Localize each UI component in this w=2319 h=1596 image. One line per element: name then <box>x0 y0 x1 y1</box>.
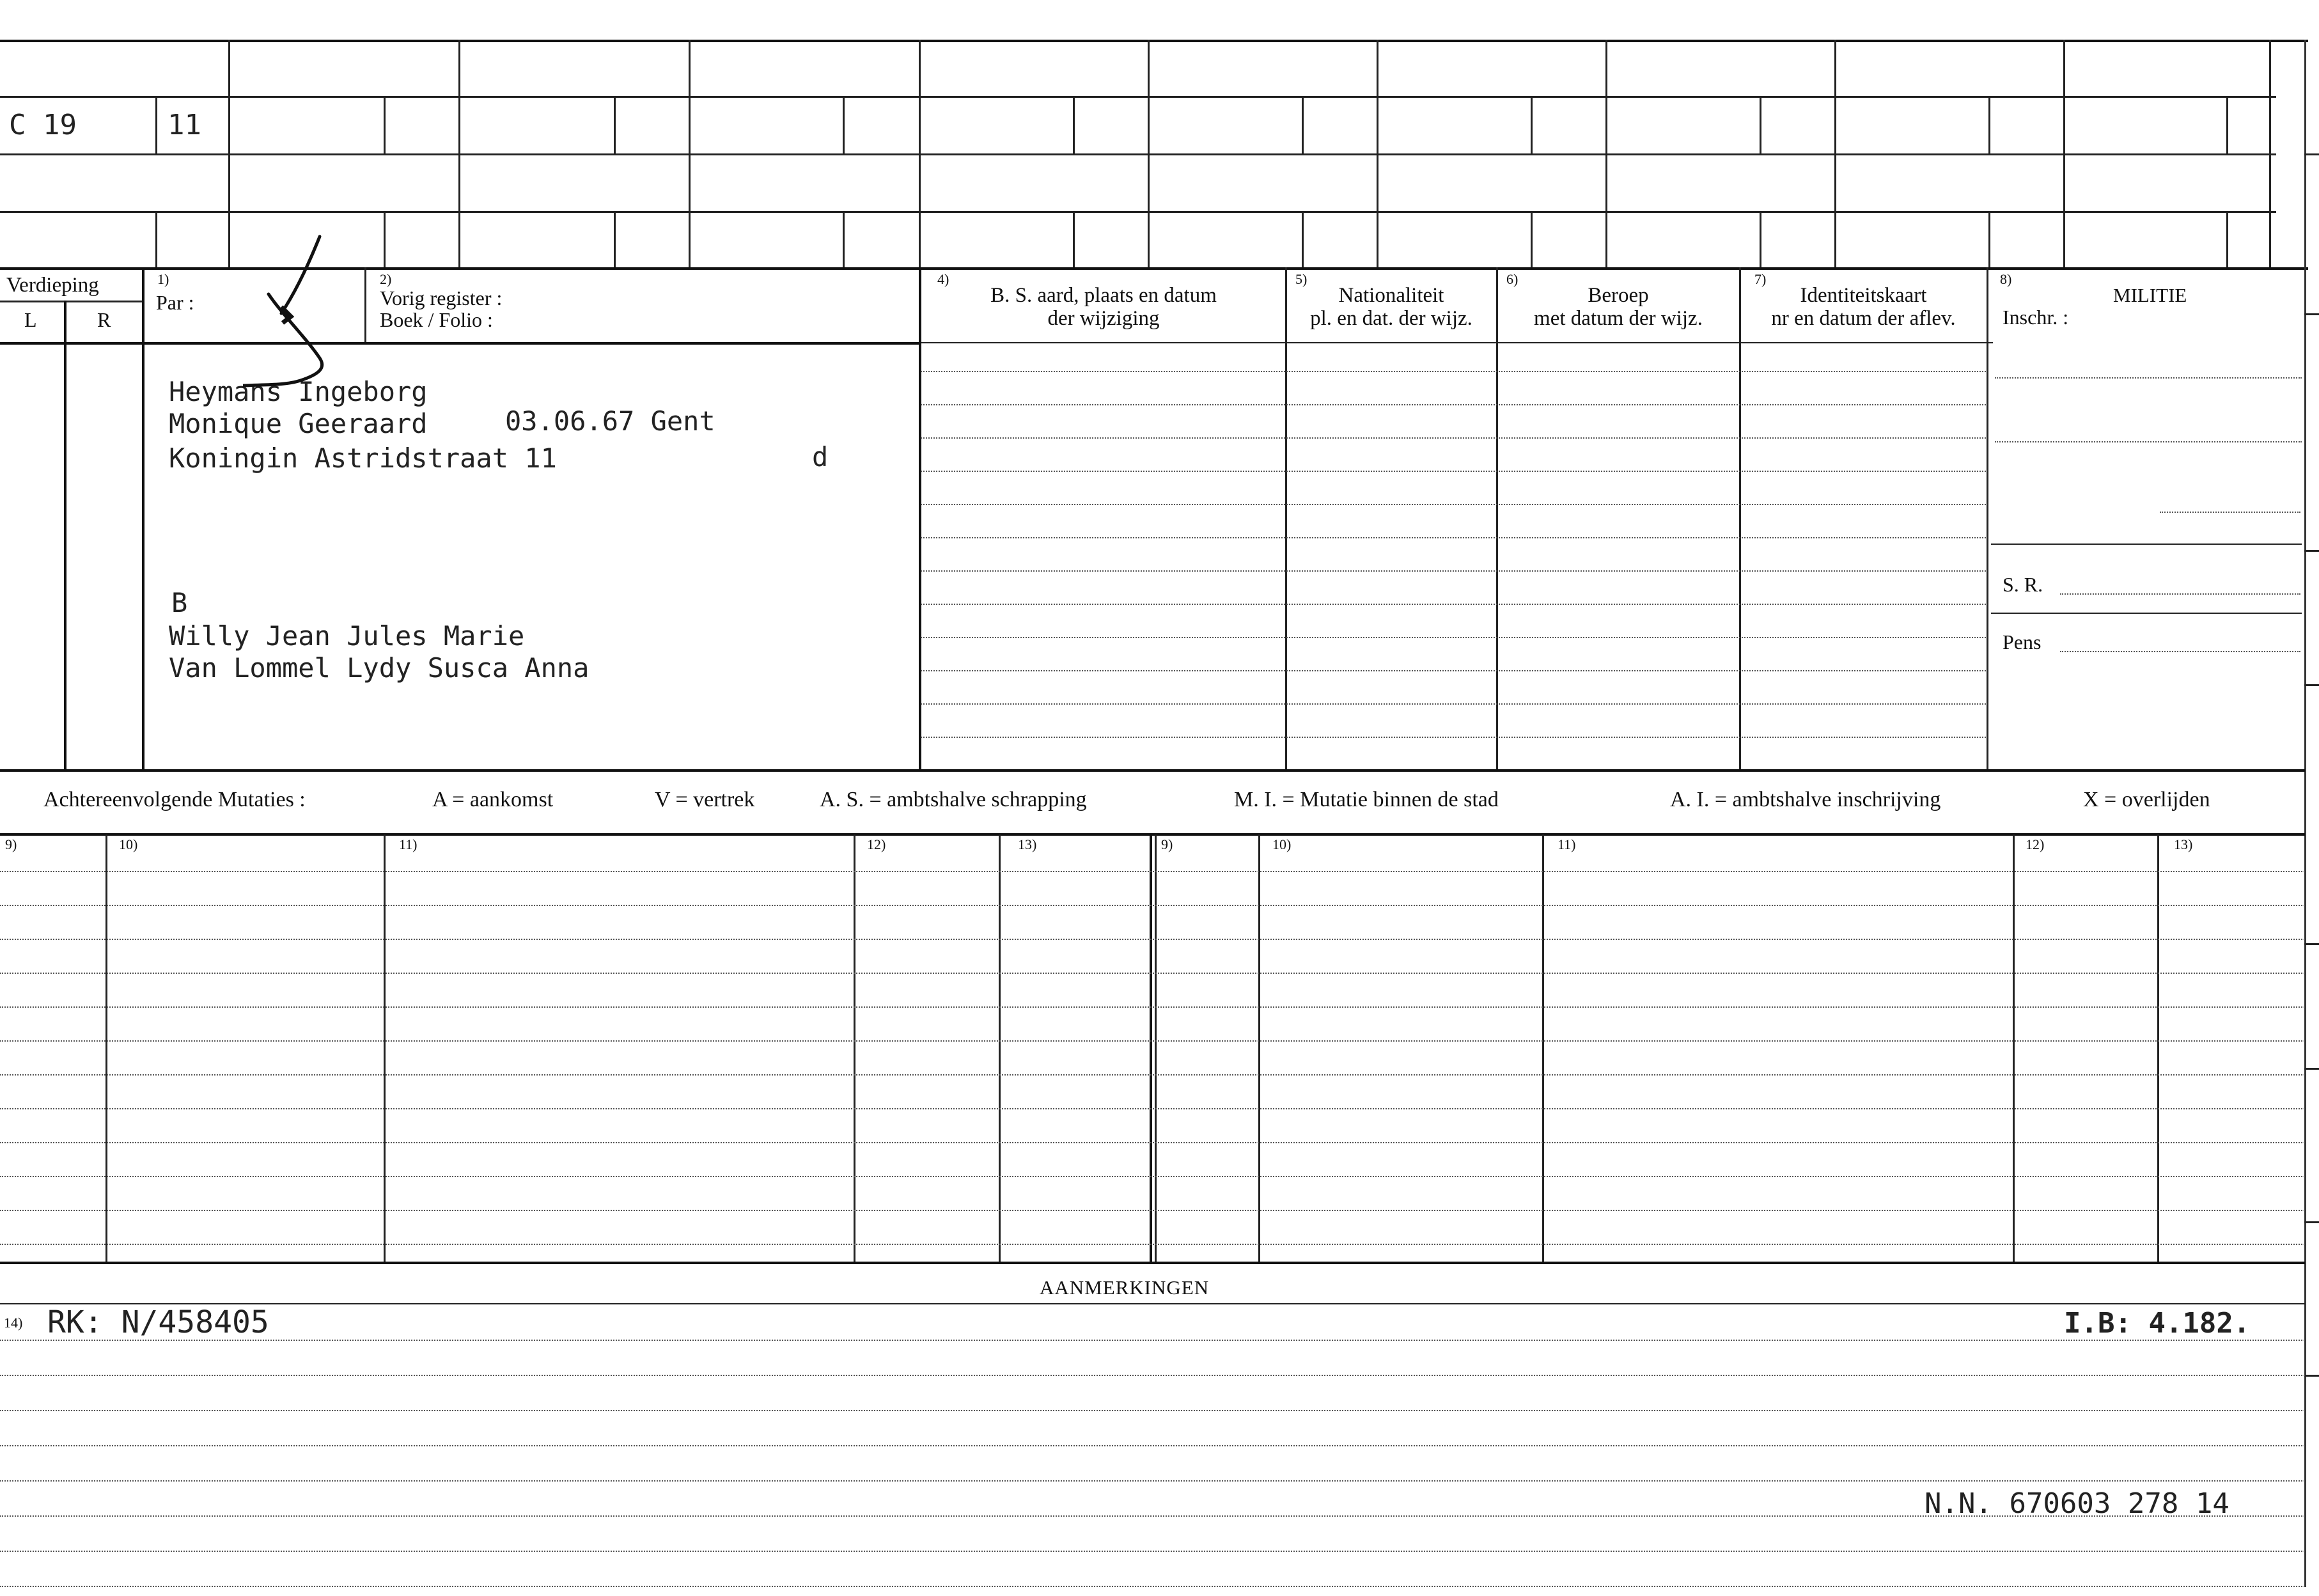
militie-divider <box>1991 544 2302 545</box>
ruled-line <box>921 471 1986 472</box>
entry-line-2-date: 03.06.67 Gent <box>505 405 715 437</box>
militie-line <box>2160 512 2300 513</box>
inschr-label: Inschr. : <box>2003 306 2069 329</box>
legend-ai: A. I. = ambtshalve inschrijving <box>1670 788 1941 811</box>
entry-right-border <box>919 267 921 771</box>
nationaliteit-header <box>1286 284 1496 330</box>
ruled-line <box>921 404 1986 405</box>
mut-col-number: 13) <box>2174 836 2193 852</box>
lr-divider <box>64 301 66 771</box>
ruled-line <box>0 1006 2305 1008</box>
col-number: 7) <box>1754 271 1767 287</box>
grid-sub-line <box>1988 96 1990 153</box>
grid-col-line <box>689 40 691 267</box>
mutaties-title: Achtereenvolgende Mutaties : <box>43 788 306 811</box>
grid-sub-line <box>614 211 616 267</box>
grid-sub-line <box>155 96 157 153</box>
grid-sub-line <box>1302 211 1304 267</box>
ruled-line <box>0 1445 2305 1446</box>
grid-col-line <box>2063 40 2065 267</box>
col-divider <box>1739 267 1741 771</box>
grid-sub-line <box>2226 96 2228 153</box>
bs-header-line1: B. S. aard, plaats en datum <box>990 284 1217 307</box>
aanmerkingen-title: AANMERKINGEN <box>1040 1276 1210 1299</box>
grid-sub-line <box>614 96 616 153</box>
grid-sub-line <box>1531 96 1533 153</box>
ruled-line <box>921 604 1986 605</box>
mut-col-line <box>1150 834 1152 1263</box>
col-number: 6) <box>1506 271 1519 287</box>
ruled-line <box>921 637 1986 638</box>
grid-col-line <box>228 40 230 267</box>
mut-col-line <box>105 834 107 1263</box>
beroep-header <box>1497 284 1739 330</box>
ruled-line <box>921 703 1986 705</box>
mutaties-top-line <box>0 769 2305 772</box>
legend-x: X = overlijden <box>2083 788 2210 811</box>
ruled-line <box>0 1551 2305 1552</box>
header-bottom-line <box>0 342 919 345</box>
mut-col-line <box>1542 834 1544 1263</box>
grid-row-line <box>0 211 2276 213</box>
edge-tick <box>2304 684 2319 686</box>
grid-sub-line <box>1073 96 1075 153</box>
ruled-line <box>0 973 2305 974</box>
entry-line-6: Van Lommel Lydy Susca Anna <box>169 652 590 684</box>
verdieping-split-line <box>0 301 142 302</box>
nat-header-line1: Nationaliteit <box>1338 284 1444 307</box>
mut-col-number: 13) <box>1018 836 1037 852</box>
legend-v: V = vertrek <box>655 788 755 811</box>
id-header-line1: Identiteitskaart <box>1800 284 1927 307</box>
grid-row-line <box>0 96 2276 98</box>
edge-tick <box>2304 550 2319 552</box>
mut-col-line <box>1258 834 1260 1263</box>
code-b: 11 <box>168 109 201 141</box>
grid-sub-line <box>1302 96 1304 153</box>
grid-sub-line <box>1760 211 1761 267</box>
ruled-line <box>0 1515 2305 1517</box>
grid-col-line <box>1377 40 1378 267</box>
header-bottom-line-right <box>919 342 1993 343</box>
mut-col-number: 12) <box>2026 836 2045 852</box>
bs-header <box>922 284 1285 330</box>
col-number: 1) <box>157 271 169 287</box>
edge-tick <box>2304 153 2319 155</box>
militie-line <box>1995 377 2302 379</box>
grid-col-line <box>2269 40 2271 267</box>
rk-number: RK: N/458405 <box>47 1304 269 1340</box>
col-divider <box>1285 267 1287 771</box>
col-divider <box>1496 267 1498 771</box>
verdieping-label: Verdieping <box>6 274 99 297</box>
id-header-line2: nr en datum der aflev. <box>1771 307 1956 330</box>
sr-line <box>2060 593 2300 595</box>
vorig-register-label: Vorig register : <box>380 286 503 309</box>
nn-number: N.N. 670603 278 14 <box>1925 1487 2229 1520</box>
ruled-line <box>0 1586 2305 1587</box>
boek-folio-label: Boek / Folio : <box>380 308 493 331</box>
ruled-line <box>0 905 2305 906</box>
grid-sub-line <box>1531 211 1533 267</box>
aanmerkingen-number: 14) <box>4 1315 23 1331</box>
code-a: C 19 <box>9 109 77 141</box>
ruled-line <box>0 1340 2305 1341</box>
ruled-line <box>0 1480 2305 1482</box>
edge-tick <box>2304 313 2319 315</box>
ib-number: I.B: 4.182. <box>2064 1307 2251 1340</box>
top-border <box>0 40 2308 42</box>
legend-a: A = aankomst <box>432 788 554 811</box>
right-edge <box>2304 40 2306 1587</box>
mut-col-number: 9) <box>1161 836 1173 852</box>
ruled-line <box>0 871 2305 872</box>
legend-mi: M. I. = Mutatie binnen de stad <box>1234 788 1499 811</box>
edge-tick <box>2304 1221 2319 1223</box>
grid-sub-line <box>1760 96 1761 153</box>
edge-tick <box>2304 943 2319 945</box>
militie-divider <box>1991 613 2302 614</box>
ruled-line <box>921 371 1986 372</box>
mut-col-line <box>1155 834 1157 1263</box>
ruled-line <box>0 1210 2305 1211</box>
col-number: 5) <box>1295 271 1308 287</box>
grid-col-line <box>919 40 921 267</box>
grid-sub-line <box>384 96 386 153</box>
grid-col-line <box>1834 40 1836 267</box>
sr-label: S. R. <box>2003 573 2043 596</box>
nat-header-line2: pl. en dat. der wijz. <box>1310 307 1472 330</box>
grid-sub-line <box>1988 211 1990 267</box>
grid-sub-line <box>155 211 157 267</box>
mut-col-line <box>2157 834 2159 1263</box>
ruled-line <box>0 1040 2305 1042</box>
mut-col-number: 9) <box>5 836 17 852</box>
ruled-line <box>0 939 2305 940</box>
legend-as: A. S. = ambtshalve schrapping <box>820 788 1087 811</box>
entry-mark-d: d <box>812 441 829 473</box>
l-label: L <box>24 308 37 331</box>
edge-tick <box>2304 1375 2319 1377</box>
entry-mark-b: B <box>171 587 188 618</box>
mut-col-number: 11) <box>1558 836 1576 852</box>
ruled-line <box>921 437 1986 439</box>
aanmerkingen-top-line <box>0 1262 2305 1264</box>
entry-line-2-name: Monique Geeraard <box>169 408 428 439</box>
grid-sub-line <box>843 211 845 267</box>
beroep-header-line1: Beroep <box>1588 284 1649 307</box>
entry-line-1: Heymans Ingeborg <box>169 376 428 407</box>
mut-col-number: 11) <box>399 836 418 852</box>
grid-row-line <box>0 153 2276 155</box>
mut-col-line <box>854 834 855 1263</box>
ruled-line <box>921 537 1986 538</box>
grid-col-line <box>1148 40 1150 267</box>
mutaties-header-line <box>0 833 2305 836</box>
grid-sub-line <box>843 96 845 153</box>
edge-tick <box>2304 1068 2319 1070</box>
grid-sub-line <box>1073 211 1075 267</box>
ruled-line <box>921 504 1986 505</box>
ruled-line <box>0 1142 2305 1143</box>
identiteitskaart-header <box>1740 284 1987 330</box>
mut-col-number: 12) <box>867 836 886 852</box>
mut-col-line <box>384 834 386 1263</box>
handwritten-mark-icon <box>243 230 371 396</box>
mut-col-number: 10) <box>1272 836 1292 852</box>
col-number: 4) <box>937 271 949 287</box>
pens-line <box>2060 651 2300 652</box>
ruled-line <box>921 670 1986 671</box>
col-number: 2) <box>380 271 392 287</box>
bs-header-line2: der wijziging <box>1047 307 1160 330</box>
ruled-line <box>0 1074 2305 1076</box>
ruled-line <box>0 1375 2305 1376</box>
beroep-header-line2: met datum der wijz. <box>1534 307 1703 330</box>
militie-line <box>1995 441 2302 442</box>
entry-line-5: Willy Jean Jules Marie <box>169 620 525 652</box>
entry-line-3: Koningin Astridstraat 11 <box>169 442 557 474</box>
ruled-line <box>0 1410 2305 1411</box>
ruled-line <box>921 737 1986 738</box>
col-number: 8) <box>2000 271 2012 287</box>
pens-label: Pens <box>2003 630 2042 653</box>
militie-label: MILITIE <box>2113 284 2187 306</box>
ruled-line <box>921 570 1986 572</box>
mut-col-number: 10) <box>119 836 138 852</box>
entry-left-border <box>142 267 144 771</box>
mut-col-line <box>2013 834 2015 1263</box>
ruled-line <box>0 1108 2305 1109</box>
par-label: Par : <box>156 291 194 314</box>
grid-sub-line <box>384 211 386 267</box>
grid-col-line <box>458 40 460 267</box>
grid-sub-line <box>2226 211 2228 267</box>
grid-col-line <box>1605 40 1607 267</box>
mut-col-line <box>999 834 1001 1263</box>
col-divider <box>1987 267 1988 771</box>
ruled-line <box>0 1176 2305 1177</box>
ruled-line <box>0 1244 2305 1245</box>
aanmerkingen-header-line <box>0 1303 2305 1304</box>
r-label: R <box>97 308 111 331</box>
